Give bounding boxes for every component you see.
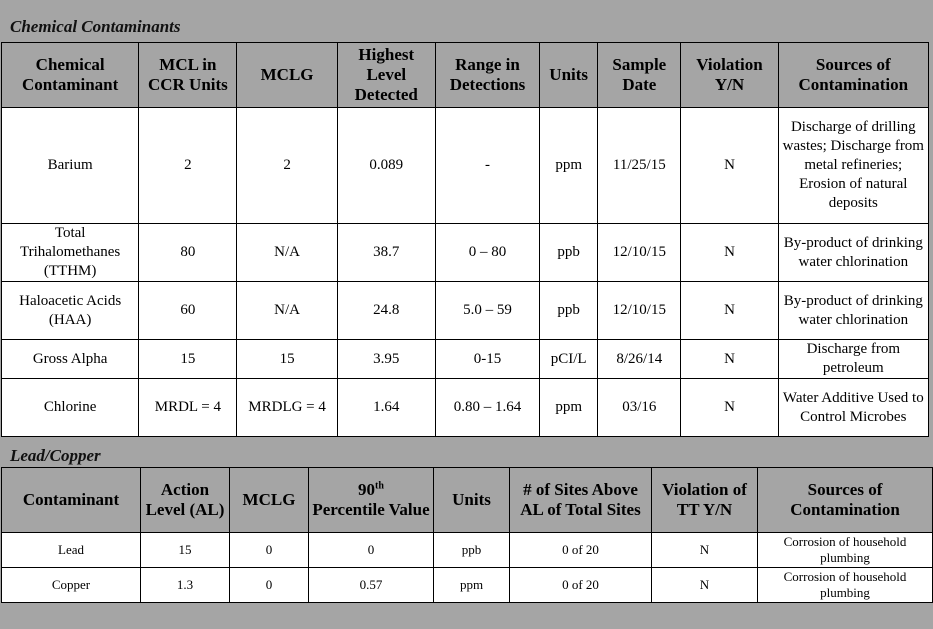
- cell-action-level: 15: [141, 533, 230, 568]
- cell-sources: By-product of drinking water chlorination: [778, 282, 928, 340]
- cell-units: ppm: [540, 108, 598, 224]
- header-90-number: 90: [358, 480, 376, 499]
- cell-range: 0.80 – 1.64: [435, 379, 539, 437]
- cell-mcl: 2: [139, 108, 237, 224]
- cell-mcl: 15: [139, 340, 237, 379]
- cell-sites: 0 of 20: [510, 533, 652, 568]
- cell-sources: By-product of drinking water chlorination: [778, 224, 928, 282]
- header-violation: Violation Y/N: [681, 43, 778, 108]
- header-mclg: MCLG: [237, 43, 337, 108]
- cell-mcl: MRDL = 4: [139, 379, 237, 437]
- chemical-contaminants-table: [1, 42, 929, 437]
- header-units: Units: [434, 468, 510, 533]
- cell-contaminant: Haloacetic Acids (HAA): [2, 282, 139, 340]
- cell-action-level: 1.3: [141, 568, 230, 603]
- cell-units: ppb: [540, 282, 598, 340]
- header-action-level: Action Level (AL): [141, 468, 230, 533]
- cell-violation: N: [652, 568, 758, 603]
- header-sources: Sources of Contamination: [758, 468, 933, 533]
- cell-highest: 3.95: [337, 340, 435, 379]
- cell-sources: Discharge of drilling wastes; Discharge from metal refineries; Erosion of natural deposits: [778, 108, 928, 224]
- table-row: [2, 533, 933, 568]
- cell-contaminant: Lead: [2, 533, 141, 568]
- cell-percentile: 0: [309, 533, 434, 568]
- cell-highest: 0.089: [337, 108, 435, 224]
- table-row: [2, 568, 933, 603]
- cell-mcl: 80: [139, 224, 237, 282]
- cell-highest: 1.64: [337, 379, 435, 437]
- cell-contaminant: Barium: [2, 108, 139, 224]
- cell-date: 12/10/15: [598, 224, 681, 282]
- cell-violation: N: [681, 379, 778, 437]
- cell-highest: 24.8: [337, 282, 435, 340]
- cell-range: 5.0 – 59: [435, 282, 539, 340]
- cell-units: ppm: [434, 568, 510, 603]
- cell-date: 11/25/15: [598, 108, 681, 224]
- cell-sources: Corrosion of household plumbing: [758, 568, 933, 603]
- header-sites-above-al: # of Sites Above AL of Total Sites: [510, 468, 652, 533]
- cell-mclg: 15: [237, 340, 337, 379]
- cell-range: 0-15: [435, 340, 539, 379]
- cell-sources: Discharge from petroleum: [778, 340, 928, 379]
- header-chemical-contaminant: Chemical Contaminant: [2, 43, 139, 108]
- header-units: Units: [540, 43, 598, 108]
- cell-units: pCI/L: [540, 340, 598, 379]
- cell-date: 8/26/14: [598, 340, 681, 379]
- cell-sources: Water Additive Used to Control Microbes: [778, 379, 928, 437]
- header-sample-date: Sample Date: [598, 43, 681, 108]
- table-row: [2, 340, 929, 379]
- lead-copper-header-row: [2, 468, 933, 533]
- cell-mclg: N/A: [237, 282, 337, 340]
- cell-contaminant: Total Trihalomethanes (TTHM): [2, 224, 139, 282]
- table-row: [2, 108, 929, 224]
- header-percentile-value: Percentile Value: [312, 500, 430, 519]
- header-mcl-ccr-units: MCL in CCR Units: [139, 43, 237, 108]
- cell-violation: N: [652, 533, 758, 568]
- cell-violation: N: [681, 224, 778, 282]
- cell-mclg: MRDLG = 4: [237, 379, 337, 437]
- header-90th-percentile: [309, 468, 434, 533]
- cell-mclg: 2: [237, 108, 337, 224]
- cell-violation: N: [681, 282, 778, 340]
- chemical-header-row: [2, 43, 929, 108]
- header-sources: Sources of Contamination: [778, 43, 928, 108]
- cell-mcl: 60: [139, 282, 237, 340]
- cell-percentile: 0.57: [309, 568, 434, 603]
- cell-units: ppb: [434, 533, 510, 568]
- chemical-contaminants-title: Chemical Contaminants: [10, 17, 181, 36]
- header-violation-tt: Violation of TT Y/N: [652, 468, 758, 533]
- cell-contaminant: Gross Alpha: [2, 340, 139, 379]
- cell-date: 03/16: [598, 379, 681, 437]
- header-highest-level: Highest Level Detected: [337, 43, 435, 108]
- header-range: Range in Detections: [435, 43, 539, 108]
- cell-units: ppm: [540, 379, 598, 437]
- cell-units: ppb: [540, 224, 598, 282]
- cell-range: 0 – 80: [435, 224, 539, 282]
- cell-violation: N: [681, 108, 778, 224]
- cell-sites: 0 of 20: [510, 568, 652, 603]
- cell-sources: Corrosion of household plumbing: [758, 533, 933, 568]
- header-contaminant: Contaminant: [2, 468, 141, 533]
- cell-highest: 38.7: [337, 224, 435, 282]
- lead-copper-title: Lead/Copper: [10, 446, 101, 465]
- lead-copper-table: [1, 467, 933, 603]
- cell-range: -: [435, 108, 539, 224]
- table-row: [2, 282, 929, 340]
- table-row: [2, 379, 929, 437]
- header-th-superscript: th: [375, 480, 384, 492]
- cell-contaminant: Chlorine: [2, 379, 139, 437]
- cell-violation: N: [681, 340, 778, 379]
- cell-mclg: N/A: [237, 224, 337, 282]
- cell-mclg: 0: [230, 533, 309, 568]
- cell-date: 12/10/15: [598, 282, 681, 340]
- table-row: [2, 224, 929, 282]
- cell-contaminant: Copper: [2, 568, 141, 603]
- cell-mclg: 0: [230, 568, 309, 603]
- header-mclg: MCLG: [230, 468, 309, 533]
